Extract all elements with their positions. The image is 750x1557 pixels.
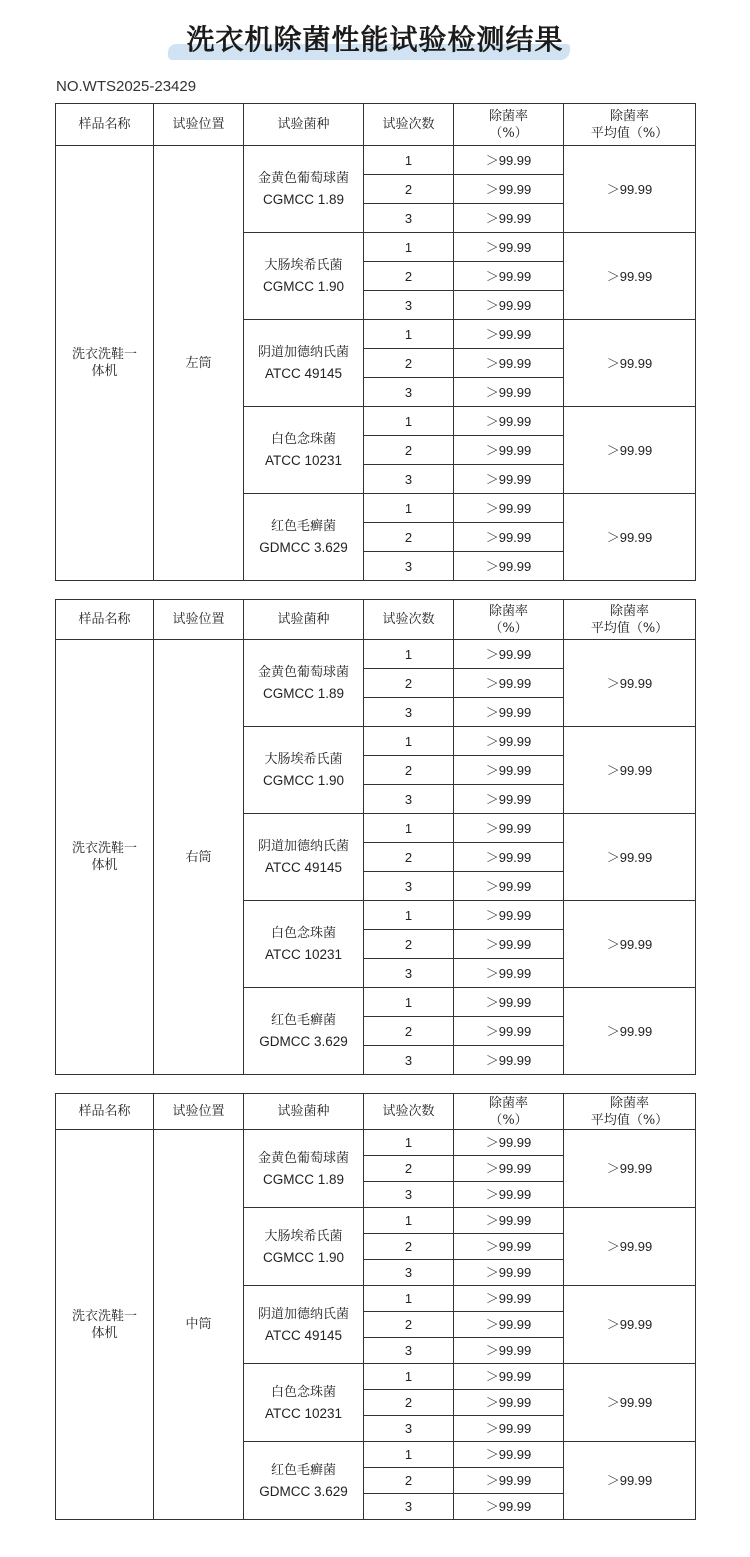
header-test-times-line-1: 试验次数 [382,1104,435,1119]
header-removal-rate-average-line-1: 除菌率 [609,603,649,619]
sample-name-cell [56,146,154,581]
strain-name: 白色念珠菌 [270,926,336,941]
test-times-cell: 3 [364,1260,454,1286]
removal-rate-cell: ＞99.99 [454,1442,564,1468]
header-test-times [364,104,454,146]
strain-name: 阴道加德纳氏菌 [257,839,349,854]
removal-rate-cell: ＞99.99 [454,1286,564,1312]
sample-name-text: 洗衣洗鞋一体机 [71,1308,137,1341]
test-times-cell: 3 [364,1416,454,1442]
header-test-strain [244,104,364,146]
test-times-cell: 2 [364,669,454,698]
average-rate-cell: ＞99.99 [564,727,696,814]
removal-rate-cell: ＞99.99 [454,640,564,669]
header-test-times [364,1094,454,1130]
header-sample-name-line-1: 样品名称 [78,1104,131,1119]
header-removal-rate-line-2: （%） [489,1112,528,1128]
strain-code: ATCC 49145 [264,860,343,875]
header-test-position-line-1: 试验位置 [172,117,225,132]
strain-name: 红色毛癣菌 [270,1462,336,1478]
sample-name-cell [56,1130,154,1520]
removal-rate-cell: ＞99.99 [454,204,564,233]
header-removal-rate-average-line-2: 平均值（%） [590,1112,669,1128]
test-times-cell: 2 [364,523,454,552]
removal-rate-cell: ＞99.99 [454,1364,564,1390]
test-times-cell: 3 [364,872,454,901]
average-rate-cell: ＞99.99 [564,1286,696,1364]
strain-name: 阴道加德纳氏菌 [257,345,349,360]
test-times-cell: 1 [364,814,454,843]
header-removal-rate-average [564,1094,696,1130]
average-rate-cell: ＞99.99 [564,320,696,407]
test-times-cell: 2 [364,930,454,959]
removal-rate-cell: ＞99.99 [454,175,564,204]
removal-rate-cell: ＞99.99 [454,291,564,320]
strain-code: ATCC 10231 [264,1405,343,1421]
header-removal-rate [454,1094,564,1130]
results-table [55,599,696,1075]
header-removal-rate-line-2: （%） [489,620,528,636]
table-row [56,146,696,175]
test-times-cell: 2 [364,1017,454,1046]
average-rate-cell: ＞99.99 [564,1364,696,1442]
strain-name: 红色毛癣菌 [270,1013,336,1028]
removal-rate-cell: ＞99.99 [454,1416,564,1442]
test-times-cell: 2 [364,1234,454,1260]
strain-name: 白色念珠菌 [270,1384,336,1400]
header-row [56,1094,696,1130]
strain-cell [244,320,364,407]
strain-cell [244,233,364,320]
strain-name: 阴道加德纳氏菌 [257,1306,349,1322]
test-position-cell: 左筒 [154,146,244,581]
strain-code: CGMCC 1.89 [262,686,345,701]
test-times-cell: 1 [364,233,454,262]
header-test-strain-line-1: 试验菌种 [277,117,330,132]
removal-rate-cell: ＞99.99 [454,1208,564,1234]
strain-cell [244,727,364,814]
removal-rate-cell: ＞99.99 [454,930,564,959]
strain-name: 金黄色葡萄球菌 [257,1150,349,1166]
removal-rate-cell: ＞99.99 [454,901,564,930]
strain-code: ATCC 49145 [264,1327,343,1343]
average-rate-cell: ＞99.99 [564,494,696,581]
test-times-cell: 3 [364,552,454,581]
test-times-cell: 3 [364,698,454,727]
strain-cell [244,407,364,494]
removal-rate-cell: ＞99.99 [454,727,564,756]
removal-rate-cell: ＞99.99 [454,1312,564,1338]
test-times-cell: 1 [364,320,454,349]
average-rate-cell: ＞99.99 [564,814,696,901]
test-times-cell: 2 [364,1468,454,1494]
strain-cell [244,901,364,988]
test-times-cell: 1 [364,988,454,1017]
test-times-cell: 2 [364,436,454,465]
removal-rate-cell: ＞99.99 [454,465,564,494]
header-test-position-line-1: 试验位置 [172,612,225,627]
strain-code: ATCC 10231 [264,947,343,962]
strain-cell [244,146,364,233]
header-test-times-line-1: 试验次数 [382,117,435,132]
test-times-cell: 3 [364,378,454,407]
average-rate-cell: ＞99.99 [564,233,696,320]
header-removal-rate-average [564,104,696,146]
removal-rate-cell: ＞99.99 [454,756,564,785]
header-row [56,600,696,640]
header-test-strain-line-1: 试验菌种 [277,612,330,627]
header-removal-rate-average [564,600,696,640]
average-rate-cell: ＞99.99 [564,1208,696,1286]
strain-cell [244,1442,364,1520]
table-row [56,1130,696,1156]
removal-rate-cell: ＞99.99 [454,233,564,262]
header-sample-name-line-1: 样品名称 [78,117,131,132]
page-title: 洗衣机除菌性能试验检测结果 [186,23,564,56]
header-removal-rate [454,104,564,146]
header-test-strain-line-1: 试验菌种 [277,1104,330,1119]
strain-code: CGMCC 1.89 [262,192,345,207]
test-times-cell: 2 [364,1312,454,1338]
header-removal-rate [454,600,564,640]
test-times-cell: 3 [364,959,454,988]
test-times-cell: 1 [364,1208,454,1234]
header-row [56,104,696,146]
header-removal-rate-average-line-1: 除菌率 [609,1095,649,1111]
sample-name-text: 洗衣洗鞋一体机 [71,841,137,873]
header-test-position-line-1: 试验位置 [172,1104,225,1119]
removal-rate-cell: ＞99.99 [454,843,564,872]
test-times-cell: 3 [364,1046,454,1075]
removal-rate-cell: ＞99.99 [454,494,564,523]
test-times-cell: 3 [364,204,454,233]
strain-cell [244,1130,364,1208]
test-times-cell: 3 [364,1494,454,1520]
removal-rate-cell: ＞99.99 [454,1046,564,1075]
report-number: NO.WTS2025-23429 [56,78,197,95]
removal-rate-cell: ＞99.99 [454,959,564,988]
removal-rate-cell: ＞99.99 [454,988,564,1017]
table-row [56,640,696,669]
strain-code: GDMCC 3.629 [259,1034,348,1049]
average-rate-cell: ＞99.99 [564,146,696,233]
removal-rate-cell: ＞99.99 [454,1156,564,1182]
strain-cell [244,1208,364,1286]
header-removal-rate-line-1: 除菌率 [488,108,528,124]
average-rate-cell: ＞99.99 [564,988,696,1075]
strain-name: 白色念珠菌 [270,432,336,447]
test-times-cell: 1 [364,1442,454,1468]
header-removal-rate-average-line-1: 除菌率 [609,108,649,124]
sample-name-text: 洗衣洗鞋一体机 [71,347,137,379]
header-test-strain [244,1094,364,1130]
header-test-position [154,600,244,640]
test-position-cell: 右筒 [154,640,244,1075]
strain-cell [244,1286,364,1364]
test-times-cell: 3 [364,465,454,494]
average-rate-cell: ＞99.99 [564,901,696,988]
test-times-cell: 3 [364,785,454,814]
test-times-cell: 2 [364,262,454,291]
header-sample-name [56,600,154,640]
header-removal-rate-average-line-2: 平均值（%） [590,125,669,141]
average-rate-cell: ＞99.99 [564,1130,696,1208]
title-area [0,18,750,70]
test-times-cell: 3 [364,291,454,320]
average-rate-cell: ＞99.99 [564,407,696,494]
removal-rate-cell: ＞99.99 [454,785,564,814]
test-times-cell: 1 [364,494,454,523]
test-times-cell: 2 [364,756,454,785]
removal-rate-cell: ＞99.99 [454,1338,564,1364]
results-table [55,1093,696,1520]
removal-rate-cell: ＞99.99 [454,146,564,175]
removal-rate-cell: ＞99.99 [454,1182,564,1208]
header-test-times [364,600,454,640]
header-sample-name [56,104,154,146]
test-times-cell: 1 [364,407,454,436]
header-removal-rate-line-1: 除菌率 [488,1095,528,1111]
strain-cell [244,494,364,581]
test-times-cell: 1 [364,640,454,669]
strain-name: 金黄色葡萄球菌 [257,665,349,680]
test-times-cell: 2 [364,1156,454,1182]
test-times-cell: 1 [364,146,454,175]
removal-rate-cell: ＞99.99 [454,378,564,407]
strain-name: 金黄色葡萄球菌 [257,171,349,186]
strain-cell [244,1364,364,1442]
header-removal-rate-line-2: （%） [489,125,528,141]
strain-code: ATCC 49145 [264,366,343,381]
removal-rate-cell: ＞99.99 [454,1260,564,1286]
results-table [55,103,696,581]
removal-rate-cell: ＞99.99 [454,1468,564,1494]
header-test-times-line-1: 试验次数 [382,612,435,627]
removal-rate-cell: ＞99.99 [454,407,564,436]
removal-rate-cell: ＞99.99 [454,523,564,552]
header-test-strain [244,600,364,640]
strain-code: CGMCC 1.90 [262,773,345,788]
strain-code: GDMCC 3.629 [259,1483,348,1499]
removal-rate-cell: ＞99.99 [454,1390,564,1416]
test-times-cell: 2 [364,349,454,378]
strain-name: 红色毛癣菌 [270,519,336,534]
removal-rate-cell: ＞99.99 [454,698,564,727]
removal-rate-cell: ＞99.99 [454,1234,564,1260]
strain-name: 大肠埃希氏菌 [264,1228,343,1244]
header-test-position [154,1094,244,1130]
test-times-cell: 3 [364,1182,454,1208]
strain-code: CGMCC 1.90 [262,279,345,294]
test-times-cell: 2 [364,1390,454,1416]
strain-cell [244,988,364,1075]
test-times-cell: 1 [364,1130,454,1156]
removal-rate-cell: ＞99.99 [454,669,564,698]
strain-code: GDMCC 3.629 [259,540,348,555]
strain-code: ATCC 10231 [264,453,343,468]
removal-rate-cell: ＞99.99 [454,872,564,901]
removal-rate-cell: ＞99.99 [454,552,564,581]
removal-rate-cell: ＞99.99 [454,1494,564,1520]
test-times-cell: 3 [364,1338,454,1364]
test-times-cell: 1 [364,1364,454,1390]
removal-rate-cell: ＞99.99 [454,262,564,291]
test-times-cell: 2 [364,843,454,872]
average-rate-cell: ＞99.99 [564,1442,696,1520]
test-times-cell: 2 [364,175,454,204]
removal-rate-cell: ＞99.99 [454,436,564,465]
header-removal-rate-average-line-2: 平均值（%） [590,620,669,636]
header-test-position [154,104,244,146]
header-removal-rate-line-1: 除菌率 [488,603,528,619]
strain-name: 大肠埃希氏菌 [264,752,343,767]
strain-cell [244,640,364,727]
average-rate-cell: ＞99.99 [564,640,696,727]
test-times-cell: 1 [364,901,454,930]
removal-rate-cell: ＞99.99 [454,1130,564,1156]
strain-name: 大肠埃希氏菌 [264,258,343,273]
test-times-cell: 1 [364,1286,454,1312]
removal-rate-cell: ＞99.99 [454,320,564,349]
header-sample-name-line-1: 样品名称 [78,612,131,627]
header-sample-name [56,1094,154,1130]
strain-code: CGMCC 1.89 [262,1171,345,1187]
removal-rate-cell: ＞99.99 [454,1017,564,1046]
removal-rate-cell: ＞99.99 [454,814,564,843]
strain-cell [244,814,364,901]
removal-rate-cell: ＞99.99 [454,349,564,378]
test-position-cell: 中筒 [154,1130,244,1520]
strain-code: CGMCC 1.90 [262,1249,345,1265]
test-times-cell: 1 [364,727,454,756]
sample-name-cell [56,640,154,1075]
